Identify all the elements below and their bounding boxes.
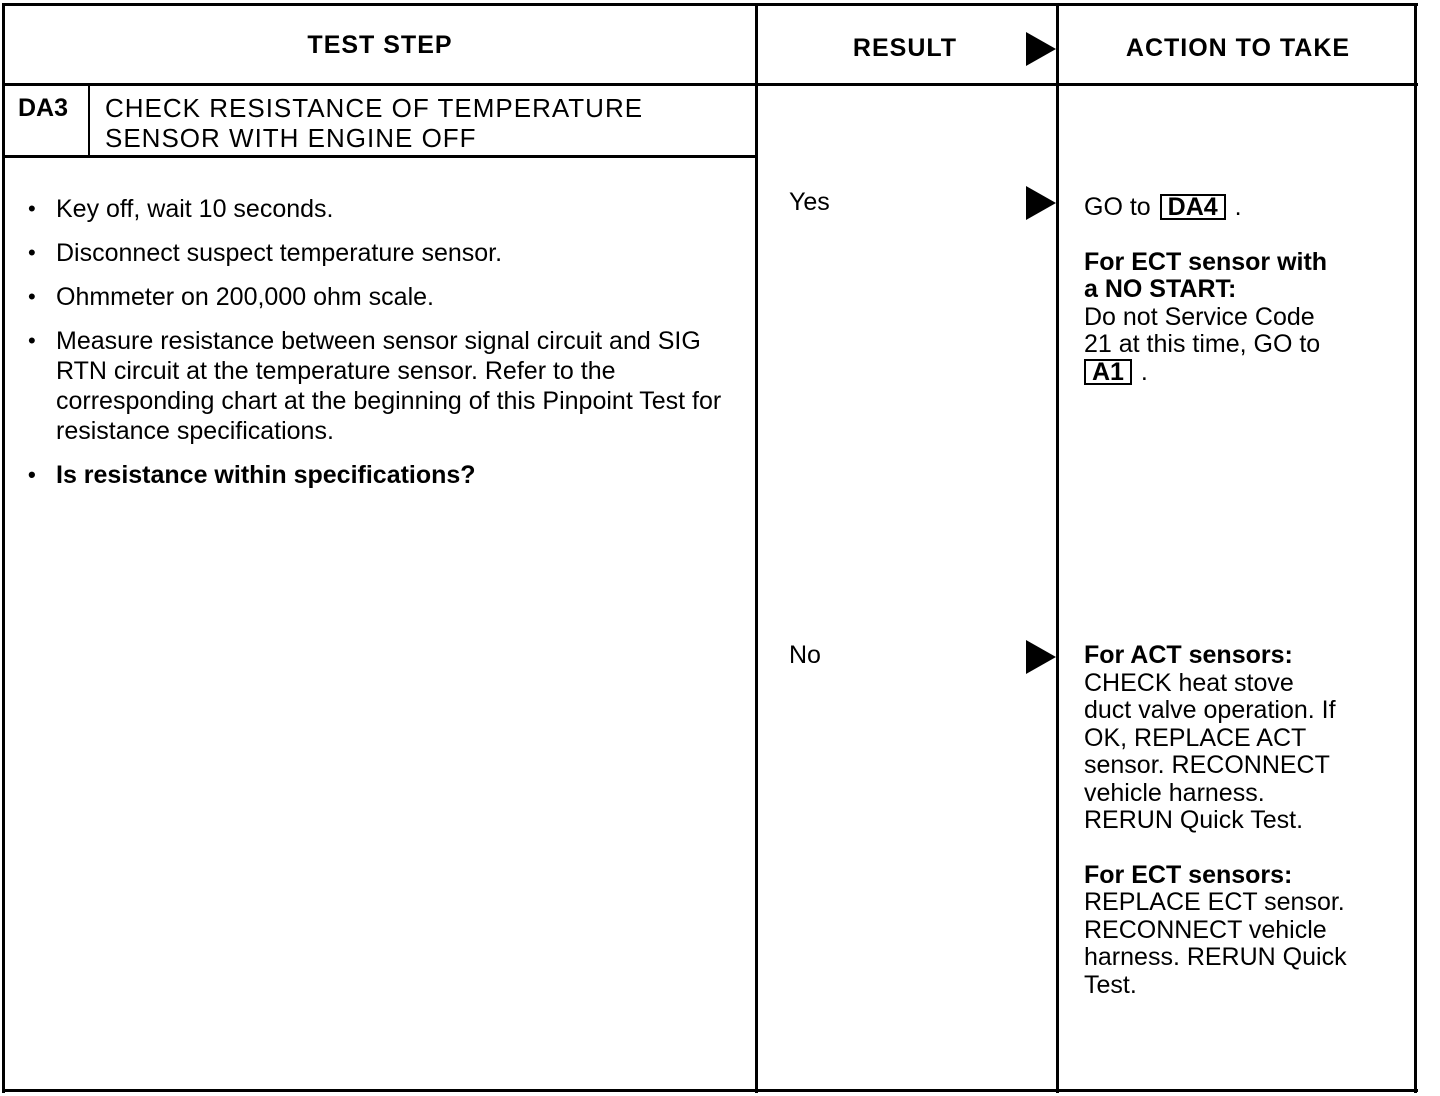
col-divider-1	[755, 3, 758, 1093]
ect-sensors-line: REPLACE ECT sensor.	[1084, 888, 1345, 916]
header-result: RESULT	[852, 34, 958, 62]
code-divider	[88, 83, 90, 157]
action-no	[1084, 642, 1394, 999]
act-sensors-line: CHECK heat stove	[1084, 668, 1294, 697]
header-divider	[2, 83, 1418, 86]
step-title-divider	[2, 155, 758, 158]
header-action: ACTION TO TAKE	[1125, 34, 1351, 62]
step-item: • Measure resistance between sensor signal circuit and SIG RTN circuit at the temperature sensor. Refer to the corresponding chart at the beginning of this Pinpoint Test for resistance specifications.	[28, 326, 728, 446]
frame-top	[2, 3, 1418, 6]
act-sensors-line: sensor. RECONNECT	[1084, 751, 1330, 779]
col-divider-2	[1056, 3, 1059, 1093]
action-yes	[1084, 194, 1394, 386]
ect-sensors-line: harness. RERUN Quick	[1084, 943, 1347, 971]
go-to-ref-da4[interactable]: DA4	[1160, 194, 1226, 220]
frame-left	[2, 3, 5, 1093]
go-to-period: .	[1234, 193, 1242, 221]
header-test-step: TEST STEP	[307, 31, 453, 59]
result-yes: Yes	[789, 188, 830, 216]
ect-ref-period: .	[1140, 357, 1148, 386]
go-to-prefix: GO to	[1084, 193, 1151, 221]
step-list	[28, 194, 728, 504]
act-sensors-line: duct valve operation. If	[1084, 696, 1336, 724]
ect-no-start-line: Do not Service Code	[1084, 302, 1315, 331]
result-no: No	[789, 641, 821, 669]
ect-sensors-line: Test.	[1084, 970, 1137, 999]
ect-ref-line	[1084, 359, 1394, 387]
step-item: • Key off, wait 10 seconds.	[28, 194, 728, 224]
ect-no-start-line: 21 at this time, GO to	[1084, 330, 1321, 358]
yes-arrow-icon	[1026, 186, 1056, 220]
step-item: • Ohmmeter on 200,000 ohm scale.	[28, 282, 728, 312]
header-arrow-icon	[1026, 32, 1056, 66]
step-title-line-2: SENSOR WITH ENGINE OFF	[105, 123, 477, 153]
go-to-line	[1084, 194, 1394, 222]
step-title-line-1: CHECK RESISTANCE OF TEMPERATURE	[105, 93, 644, 123]
ect-sensors-heading: For ECT sensors:	[1084, 860, 1293, 889]
act-sensors-line: vehicle harness.	[1084, 778, 1265, 807]
frame-bottom	[2, 1089, 1418, 1092]
no-arrow-icon	[1026, 640, 1056, 674]
ect-sensors-line: RECONNECT vehicle	[1084, 915, 1327, 944]
go-to-ref-a1[interactable]: A1	[1084, 359, 1132, 385]
step-question: • Is resistance within specifications?	[28, 460, 728, 490]
step-code: DA3	[18, 94, 69, 122]
step-title	[105, 93, 643, 153]
step-item: • Disconnect suspect temperature sensor.	[28, 238, 728, 268]
ect-no-start-heading-1: For ECT sensor with	[1084, 247, 1328, 276]
frame-right	[1414, 3, 1417, 1093]
act-sensors-line: RERUN Quick Test.	[1084, 806, 1304, 834]
act-sensors-heading: For ACT sensors:	[1084, 641, 1293, 669]
act-sensors-line: OK, REPLACE ACT	[1084, 723, 1307, 752]
ect-no-start-heading-2: a NO START:	[1084, 275, 1237, 303]
